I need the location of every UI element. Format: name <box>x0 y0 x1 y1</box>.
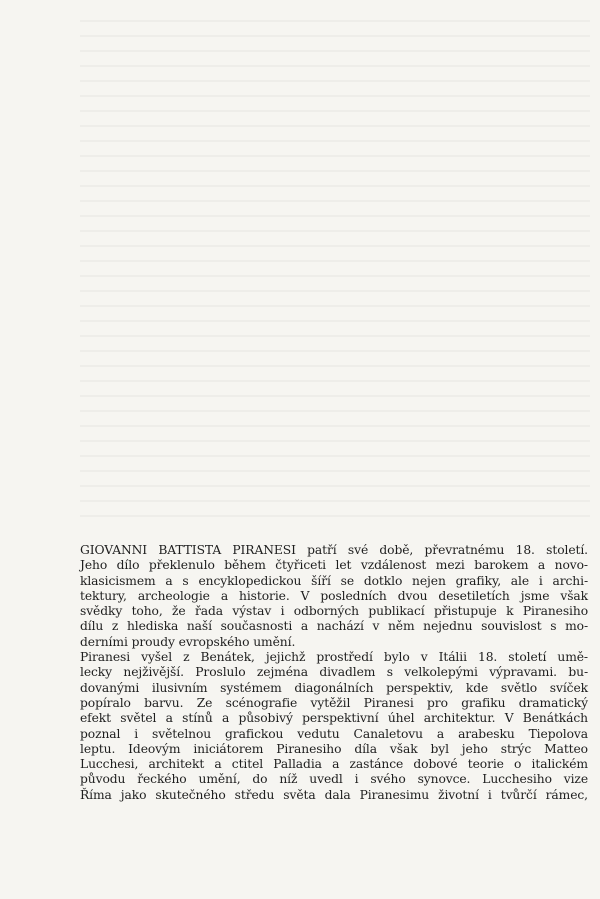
text-line: popíralo barvu. Ze scénografie vytěžil Piranesi pro grafiku dramatický <box>80 695 588 710</box>
text-line: Jeho dílo překlenulo během čtyřiceti let vzdálenost mezi barokem a novo- <box>80 558 588 573</box>
paragraph-2 <box>80 650 588 803</box>
text-line: Lucchesi, architekt a ctitel Palladia a zastánce dobové teorie o italickém <box>80 757 588 772</box>
paragraph-1 <box>80 543 588 650</box>
text-line: leptu. Ideovým iniciátorem Piranesiho díla však byl jeho strýc Matteo <box>80 741 588 756</box>
text-line: efekt světel a stínů a působivý perspektivní úhel architektur. V Benátkách <box>80 711 588 726</box>
text-line: derními proudy evropského umění. <box>80 634 296 649</box>
text-line: poznal i světelnou grafickou vedutu Canaletovu a arabesku Tiepolova <box>80 726 588 741</box>
text-line: dílu z hlediska naší současnosti a nachází v něm nejednu souvislost s mo- <box>80 619 588 634</box>
show-through-from-reverse-page <box>80 20 590 520</box>
body-text <box>80 543 588 803</box>
text-line: Piranesi vyšel z Benátek, jejichž prostředí bylo v Itálii 18. století umě- <box>80 650 588 665</box>
text-line: dovanými ilusivním systémem diagonálních perspektiv, kde světlo svíček <box>80 680 588 695</box>
text-line: GIOVANNI BATTISTA PIRANESI patří své době, převratnému 18. století. <box>80 543 588 557</box>
text-line: tektury, archeologie a historie. V posledních dvou desetiletích jsme však <box>80 588 588 603</box>
text-line: Říma jako skutečného středu světa dala Piranesimu životní i tvůrčí rámec, <box>80 787 588 802</box>
text-line: původu řeckého umění, do níž uvedl i svého synovce. Lucchesiho vize <box>80 772 588 787</box>
text-line: svědky toho, že řada výstav i odborných publikací přistupuje k Piranesiho <box>80 604 588 619</box>
text-line: klasicismem a s encyklopedickou šíří se dotklo nejen grafiky, ale i archi- <box>80 573 588 588</box>
text-line: lecky nejživější. Proslulo zejména divadlem s velkolepými výpravami. bu- <box>80 665 588 680</box>
